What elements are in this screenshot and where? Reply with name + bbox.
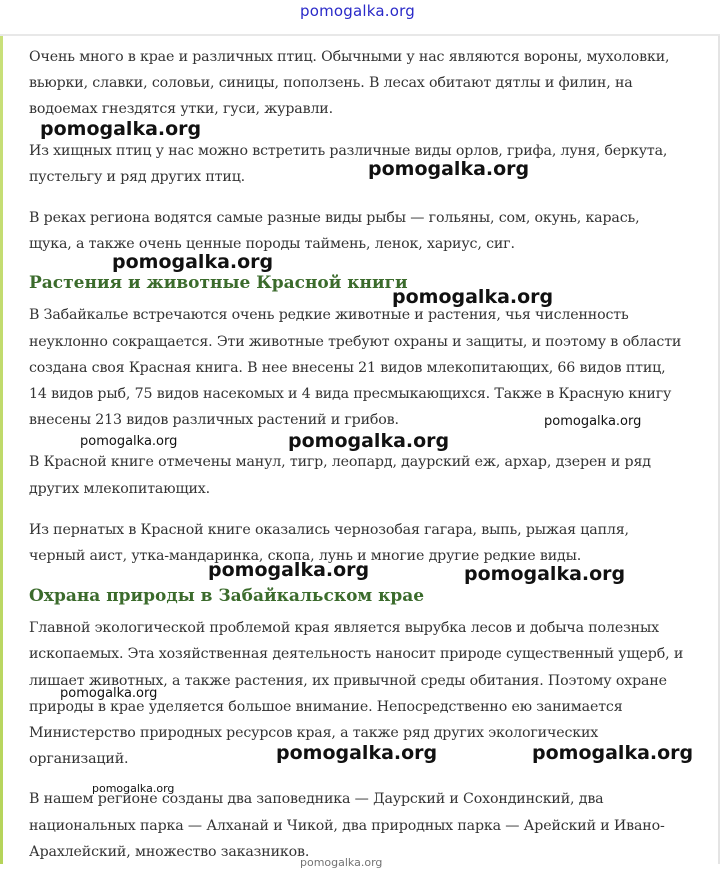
top-bar — [0, 0, 720, 36]
paragraph-ecology-problems: Главной экологической проблемой края является вырубка лесов и добыча полезных ископаемых. Эта хозяйственная деятельность наносит природе существенный ущерб, и лишает животных, а также растения, их привычной среды обитания. Поэтому охране природы в крае уделяется большое внимание. Непосредственно ею занимается Министерство природных ресурсов края, а также ряд других экологических организаций. — [29, 620, 684, 768]
watermark: pomogalka.org — [276, 742, 438, 764]
paragraph-birds-of-prey: Из хищных птиц у нас можно встретить различные виды орлов, грифа, луня, беркута, пустельгу и ряд других птиц. — [29, 142, 668, 185]
section-heading-red-book: Растения и животные Красной книги — [29, 273, 408, 294]
watermark: pomogalka.org — [464, 563, 626, 585]
watermark: pomogalka.org — [92, 782, 175, 795]
watermark: pomogalka.org — [392, 286, 554, 308]
left-accent-line — [0, 36, 3, 864]
watermark: pomogalka.org — [112, 251, 274, 273]
watermark: pomogalka.org — [300, 856, 383, 869]
watermark: pomogalka.org — [368, 158, 530, 180]
watermark: pomogalka.org — [40, 118, 202, 140]
paragraph-red-book-intro: В Забайкалье встречаются очень редкие животные и растения, чья численность неуклонно сокращается. Эти животные требуют охраны и защиты, и поэтому в области создана своя Красная книга. В нее внесены 21 видов млекопитающих, 66 видов птиц, 14 видов рыб, 75 видов насекомых и 4 вида пресмыкающихся. Также в Красную книгу внесены 213 видов различных растений и грибов. — [29, 307, 682, 429]
watermark: pomogalka.org — [544, 414, 642, 429]
site-watermark-header: pomogalka.org — [300, 2, 415, 20]
watermark: pomogalka.org — [60, 686, 158, 701]
paragraph-birds: Очень много в крае и различных птиц. Обычными у нас являются вороны, мухоловки, вьюрки, славки, соловьи, синицы, поползень. В лесах обитают дятлы и филин, на водоемах гнездятся утки, гуси, журавли. — [29, 49, 670, 118]
section-heading-nature-protection: Охрана природы в Забайкальском крае — [29, 586, 425, 607]
watermark: pomogalka.org — [532, 742, 694, 764]
watermark: pomogalka.org — [208, 559, 370, 581]
paragraph-fish: В реках региона водятся самые разные виды рыбы — гольяны, сом, окунь, карась, щука, а также очень ценные породы таймень, ленок, хариус, сиг. — [29, 210, 640, 253]
watermark: pomogalka.org — [288, 430, 450, 452]
watermark: pomogalka.org — [80, 434, 178, 449]
paragraph-reserves: В нашем регионе созданы два заповедника — Даурский и Сохондинский, два национальных парка — Алханай и Чикой, два природных парка — Арейский и Ивано-Арахлейский, множество заказников. — [29, 791, 665, 860]
paragraph-red-book-birds: Из пернатых в Красной книге оказались чернозобая гагара, выпь, рыжая цапля, черный аист, утка-мандаринка, скопа, лунь и многие другие редкие виды. — [29, 521, 629, 565]
paragraph-red-book-mammals: В Красной книге отмечены манул, тигр, леопард, даурский еж, архар, дзерен и ряд других млекопитающих. — [29, 454, 651, 497]
